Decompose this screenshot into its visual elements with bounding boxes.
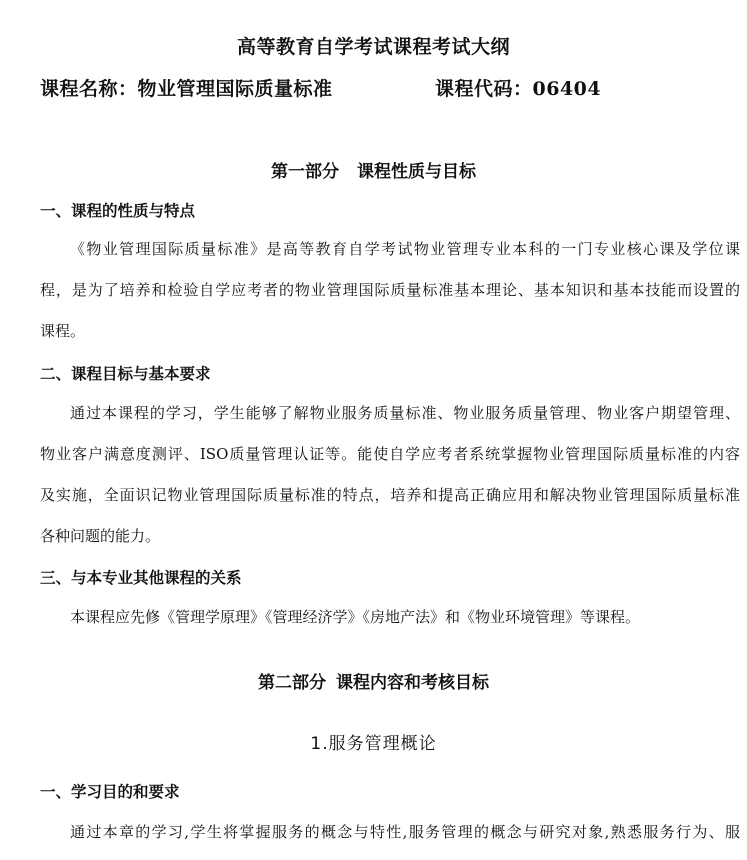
course-name: 课程名称：物业管理国际质量标准 bbox=[40, 78, 333, 100]
section-heading-nature: 一、课程的性质与特点 bbox=[40, 201, 196, 220]
paragraph-line: 课程。 bbox=[40, 322, 86, 340]
course-info-line bbox=[40, 74, 602, 101]
paragraph-line: 通过本章的学习,学生将掌握服务的概念与特性,服务管理的概念与研究对象,熟悉服务行为、服 bbox=[70, 823, 740, 841]
course-code: 课程代码：06404 bbox=[435, 78, 602, 100]
section-heading-relations: 三、与本专业其他课程的关系 bbox=[40, 568, 242, 587]
paragraph-line: 各种问题的能力。 bbox=[40, 527, 161, 545]
paragraph-line: 《物业管理国际质量标准》是高等教育自学考试物业管理专业本科的一门专业核心课及学位课 bbox=[70, 240, 740, 258]
section-heading-goals: 二、课程目标与基本要求 bbox=[40, 364, 211, 383]
part-two-label: 第二部分 bbox=[258, 673, 326, 693]
part-one-label: 第一部分 bbox=[271, 162, 339, 182]
document-title: 高等教育自学考试课程考试大纲 bbox=[236, 36, 510, 58]
paragraph-line: 及实施，全面识记物业管理国际质量标准的特点，培养和提高正确应用和解决物业管理国际质量标准 bbox=[40, 486, 740, 504]
part-two-heading bbox=[0, 668, 747, 693]
chapter-heading: 1.服务管理概论 bbox=[310, 734, 437, 754]
paragraph-goals bbox=[40, 393, 740, 557]
part-one-title: 课程性质与目标 bbox=[357, 162, 476, 182]
paragraph-line: 程，是为了培养和检验自学应考者的物业管理国际质量标准基本理论、基本知识和基本技能而设置的 bbox=[40, 281, 740, 299]
part-two-title: 课程内容和考核目标 bbox=[336, 673, 489, 693]
paragraph-relations bbox=[40, 597, 740, 638]
paragraph-objectives bbox=[40, 812, 740, 853]
paragraph-line: 物业客户满意度测评、ISO质量管理认证等。能使自学应考者系统掌握物业管理国际质量标准的内容 bbox=[40, 445, 740, 463]
part-one-heading bbox=[0, 157, 747, 182]
paragraph-line: 本课程应先修《管理学原理》《管理经济学》《房地产法》和《物业环境管理》等课程。 bbox=[70, 608, 641, 626]
paragraph-line: 通过本课程的学习，学生能够了解物业服务质量标准、物业服务质量管理、物业客户期望管理、 bbox=[70, 404, 740, 422]
section-heading-objectives: 一、学习目的和要求 bbox=[40, 782, 180, 801]
paragraph-nature bbox=[40, 229, 740, 352]
